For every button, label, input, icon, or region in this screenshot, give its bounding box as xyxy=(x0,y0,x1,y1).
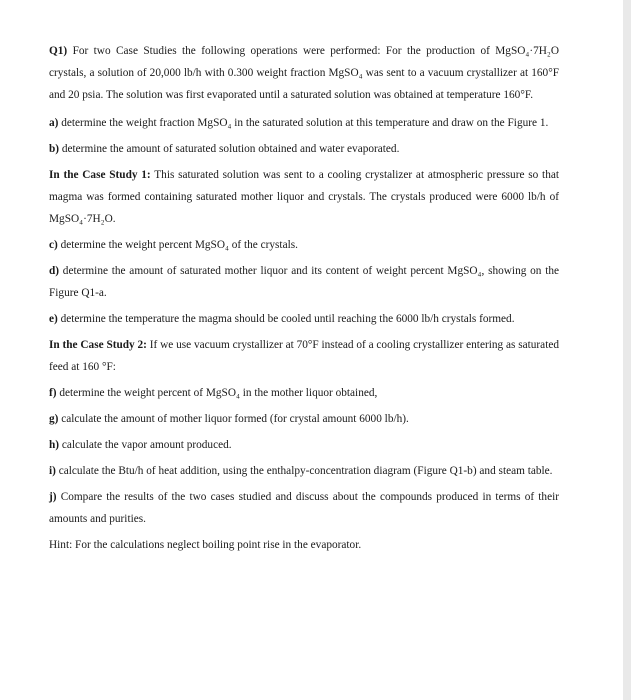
question-q1-text: For two Case Studies the following operations were performed: For the production of MgSO₄·7H₂O crystals, a solution of 20,000 lb/h with 0.300 weight fraction MgSO₄ was sent to a vacuum crystallizer at 160°F and 20 psia. The solution was first evaporated until a saturated solution was obtained at temperature 160°F. xyxy=(49,45,559,101)
question-number: Q1) xyxy=(49,45,68,57)
part-g-text: calculate the amount of mother liquor formed (for crystal amount 6000 lb/h). xyxy=(58,413,409,425)
part-c-label: c) xyxy=(49,239,58,251)
question-q1-intro xyxy=(49,40,559,106)
part-b-text: determine the amount of saturated solution obtained and water evaporated. xyxy=(59,143,400,155)
part-e xyxy=(49,308,559,330)
part-j xyxy=(49,486,559,530)
case-study-2-text: If we use vacuum crystallizer at 70°F instead of a cooling crystallizer entering as saturated feed at 160 °F: xyxy=(49,339,559,373)
case-study-1-text: This saturated solution was sent to a cooling crystalizer at atmospheric pressure so that magma was formed containing saturated mother liquor and crystals. The crystals produced were 6000 lb/h of MgSO₄·7H₂O. xyxy=(49,169,559,225)
part-a-text: determine the weight fraction MgSO₄ in the saturated solution at this temperature and draw on the Figure 1. xyxy=(58,117,549,129)
part-e-label: e) xyxy=(49,313,58,325)
part-d xyxy=(49,260,559,304)
part-e-text: determine the temperature the magma should be cooled until reaching the 6000 lb/h crystals formed. xyxy=(57,313,515,325)
case-study-1-label: In the Case Study 1: xyxy=(49,169,151,181)
part-a xyxy=(49,112,559,134)
part-f xyxy=(49,382,559,404)
hint-text: Hint: For the calculations neglect boiling point rise in the evaporator. xyxy=(49,539,362,551)
part-d-label: d) xyxy=(49,265,60,277)
page-edge xyxy=(623,0,631,700)
part-c-text: determine the weight percent MgSO₄ of the crystals. xyxy=(57,239,298,251)
part-b xyxy=(49,138,559,160)
part-j-label: j) xyxy=(49,491,57,503)
case-study-2 xyxy=(49,334,559,378)
part-f-text: determine the weight percent of MgSO₄ in the mother liquor obtained, xyxy=(56,387,378,399)
part-j-text: Compare the results of the two cases studied and discuss about the compounds produced in terms of their amounts and purities. xyxy=(49,491,559,525)
part-f-label: f) xyxy=(49,387,57,399)
question-body xyxy=(49,40,559,560)
part-a-label: a) xyxy=(49,117,59,129)
part-d-text: determine the amount of saturated mother liquor and its content of weight percent MgSO₄, showing on the Figure Q1-a. xyxy=(49,265,559,299)
part-g xyxy=(49,408,559,430)
part-i-text: calculate the Btu/h of heat addition, using the enthalpy-concentration diagram (Figure Q1-b) and steam table. xyxy=(55,465,553,477)
part-c xyxy=(49,234,559,256)
case-study-1 xyxy=(49,164,559,230)
part-i-label: i) xyxy=(49,465,56,477)
part-b-label: b) xyxy=(49,143,60,155)
part-h-label: h) xyxy=(49,439,60,451)
part-i xyxy=(49,460,559,482)
part-g-label: g) xyxy=(49,413,59,425)
part-h-text: calculate the vapor amount produced. xyxy=(59,439,232,451)
case-study-2-label: In the Case Study 2: xyxy=(49,339,147,351)
part-h xyxy=(49,434,559,456)
